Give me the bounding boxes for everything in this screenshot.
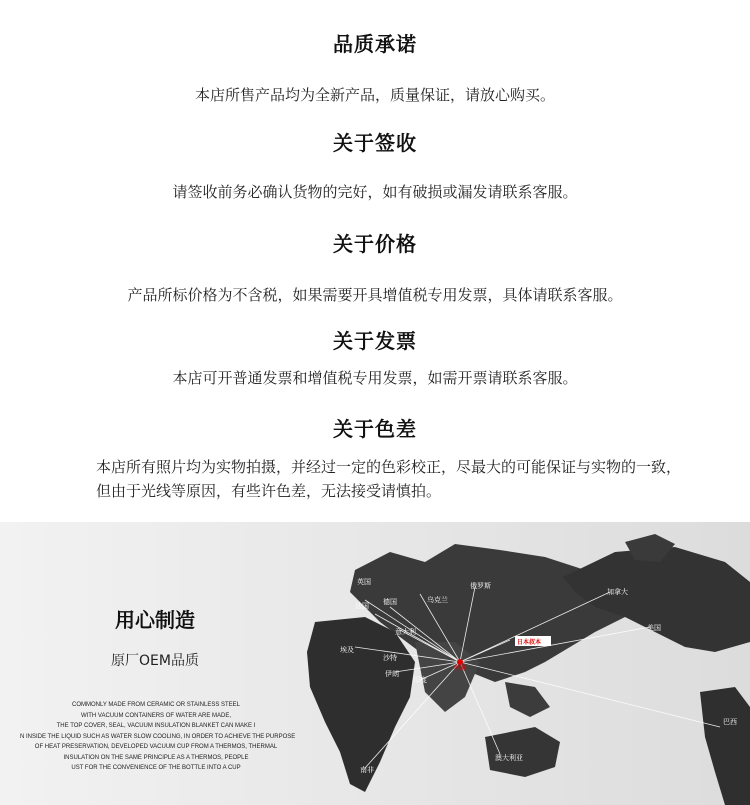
- banner-desc-line: UST FOR THE CONVENIENCE OF THE BOTTLE INTO A CUP: [71, 765, 241, 771]
- banner-desc-line: OF HEAT PRESERVATION, DEVELOPED VACUUM CUP FROM A THERMOS, THERMAL: [34, 744, 278, 750]
- section-text-receipt: 请签收前务必确认货物的完好，如有破损或漏发请联系客服。: [172, 183, 578, 201]
- section-heading-color: 关于色差: [333, 417, 417, 441]
- country-label: 英国: [357, 578, 371, 586]
- north-america-shape: [563, 547, 750, 652]
- origin-label: 中国: [453, 665, 466, 672]
- japan-label: 日本叔本: [517, 639, 542, 646]
- country-label: 美国: [647, 624, 661, 632]
- country-label: 印度: [413, 676, 427, 684]
- country-label: 俄罗斯: [470, 582, 491, 590]
- banner-desc-line: N INSIDE THE LIQUID SUCH AS WATER SLOW COOLING, IN ORDER TO ACHIEVE THE PURPOSE: [20, 733, 296, 740]
- country-label: 意大利: [395, 628, 416, 636]
- section-heading-invoice: 关于发票: [333, 329, 417, 353]
- country-label: 南非: [360, 766, 374, 774]
- section-heading-price: 关于价格: [333, 232, 417, 256]
- section-text-quality: 本店所售产品均为全新产品，质量保证，请放心购买。: [194, 86, 555, 104]
- country-label: 乌克兰: [427, 596, 448, 604]
- section-text-price: 产品所标价格为不含税，如果需要开具增值税专用发票，具体请联系客服。: [127, 286, 623, 304]
- section-text-invoice: 本店可开普通发票和增值税专用发票，如需开票请联系客服。: [172, 369, 578, 387]
- country-label: 伊朗: [385, 670, 399, 678]
- section-heading-quality: 品质承诺: [333, 32, 417, 56]
- country-label: 澳大利亚: [495, 754, 523, 762]
- country-label: 加拿大: [607, 588, 628, 596]
- australia-shape: [485, 727, 560, 777]
- section-heading-receipt: 关于签收: [333, 131, 417, 155]
- banner-subtitle: 原厂OEM品质: [111, 653, 199, 669]
- banner-desc-line: COMMONLY MADE FROM CERAMIC OR STAINLESS STEEL: [71, 702, 241, 708]
- section-text-color: 本店所有照片均为实物拍摄，并经过一定的色彩校正，尽最大的可能保证与实物的一致，但由于光线等原因，有些许色差，无法接受请慎拍。: [96, 458, 682, 500]
- asia-islands-shape: [505, 682, 550, 717]
- country-label: 德国: [383, 598, 397, 606]
- country-label: 法国: [355, 602, 369, 610]
- banner-description: [20, 700, 296, 774]
- oem-banner: [0, 522, 750, 805]
- south-america-shape: [700, 687, 750, 805]
- banner-title: 用心制造: [115, 608, 195, 632]
- world-map-graphic: [295, 522, 750, 805]
- banner-desc-line: WITH VACUUM CONTAINERS OF WATER ARE MADE,: [80, 712, 232, 719]
- country-label: 巴西: [723, 718, 737, 726]
- country-label: 沙特: [383, 654, 397, 662]
- banner-desc-line: INSULATION ON THE SAME PRINCIPLE AS A THERMOS, PEOPLE: [63, 754, 249, 761]
- banner-desc-line: THE TOP COVER, SEAL, VACUUM INSULATION BLANKET CAN MAKE I: [56, 723, 256, 729]
- country-label: 埃及: [340, 646, 354, 654]
